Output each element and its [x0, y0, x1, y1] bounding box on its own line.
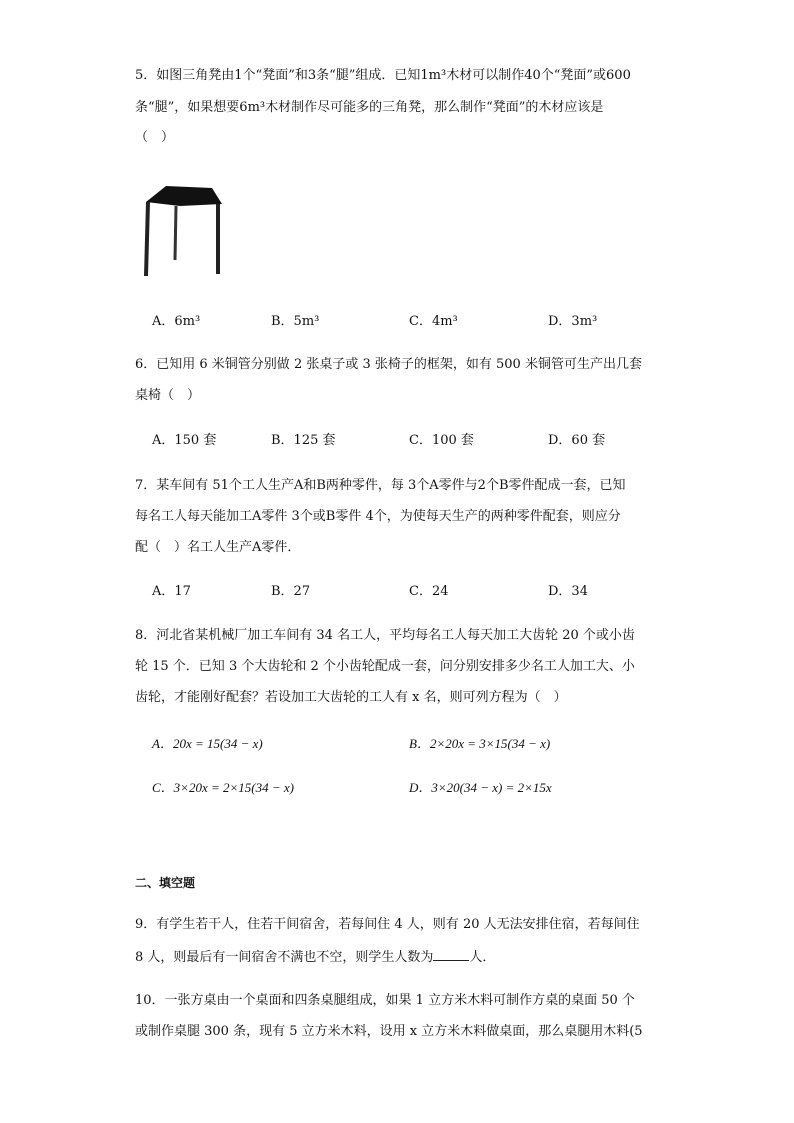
q8-line1: 8．河北省某机械厂加工车间有 34 名工人，平均每名工人每天加工大齿轮 20 个或小齿: [135, 628, 635, 643]
q8-option-c: C．3×20x = 2×15(34 − x): [152, 780, 294, 795]
q6-option-d: D．60 套: [548, 433, 606, 448]
q5-option-d: D．3m³: [548, 314, 598, 329]
q9-line2-text: 8 人，则最后有一间宿舍不满也不空，则学生人数为: [135, 950, 434, 965]
q7-line2: 每名工人每天能加工A零件 3个或B零件 4个，为使每天生产的两种零件配套，则应分: [135, 509, 621, 524]
q6-option-b: B．125 套: [271, 433, 336, 448]
q5-option-b: B．5m³: [271, 314, 320, 329]
q6-option-a: A．150 套: [152, 433, 217, 448]
q6-line1: 6．已知用 6 米铜管分别做 2 张桌子或 3 张椅子的框架，如有 500 米铜管可生产出几套: [135, 357, 642, 372]
q5-line3: （ ）: [135, 130, 175, 145]
q5-option-c: C．4m³: [409, 314, 458, 329]
q7-option-a: A．17: [152, 584, 191, 599]
q8-option-d: D．3×20(34 − x) = 2×15x: [409, 780, 552, 795]
q8-option-a: A．20x = 15(34 − x): [152, 736, 263, 751]
section-heading: 二、填空题: [135, 876, 196, 890]
q5-option-a: A．6m³: [152, 314, 201, 329]
q10-line2: 或制作桌腿 300 条，现有 5 立方米木料，设用 x 立方米木料做桌面，那么桌腿用木料(5: [135, 1024, 643, 1039]
q5-line2: 条“腿”，如果想要6m³木材制作尽可能多的三角凳，那么制作“凳面”的木材应该是: [135, 100, 604, 115]
q10-line1: 10．一张方桌由一个桌面和四条桌腿组成，如果 1 立方米木料可制作方桌的桌面 50 个: [135, 993, 635, 1008]
q7-option-b: B．27: [271, 584, 311, 599]
q9-line2: [135, 946, 495, 968]
q8-line3: 齿轮，才能刚好配套？若设加工大齿轮的工人有 x 名，则可列方程为（ ）: [135, 690, 567, 705]
q5-line1: 5．如图三角凳由1个“凳面”和3条“腿”组成．已知1m³木材可以制作40个“凳面”或600: [135, 68, 631, 83]
answer-blank: [433, 946, 469, 961]
q8-option-b: B．2×20x = 3×15(34 − x): [409, 736, 551, 751]
q6-line2: 桌椅（ ）: [135, 388, 201, 403]
q7-option-c: C．24: [409, 584, 449, 599]
q7-option-d: D．34: [548, 584, 588, 599]
q8-line2: 轮 15 个．已知 3 个大齿轮和 2 个小齿轮配成一套，问分别安排多少名工人加工大、小: [135, 659, 635, 674]
q9-line1: 9．有学生若干人，住若干间宿舍，若每间住 4 人，则有 20 人无法安排住宿，若每间住: [135, 917, 640, 932]
q7-line1: 7．某车间有 51个工人生产A和B两种零件，每 3个A零件与2个B零件配成一套，已知: [135, 478, 626, 493]
q9-line2-suffix: 人．: [469, 950, 496, 965]
stool-image: [140, 180, 230, 282]
q7-line3: 配（ ）名工人生产A零件．: [135, 540, 301, 555]
q6-option-c: C．100 套: [409, 433, 474, 448]
